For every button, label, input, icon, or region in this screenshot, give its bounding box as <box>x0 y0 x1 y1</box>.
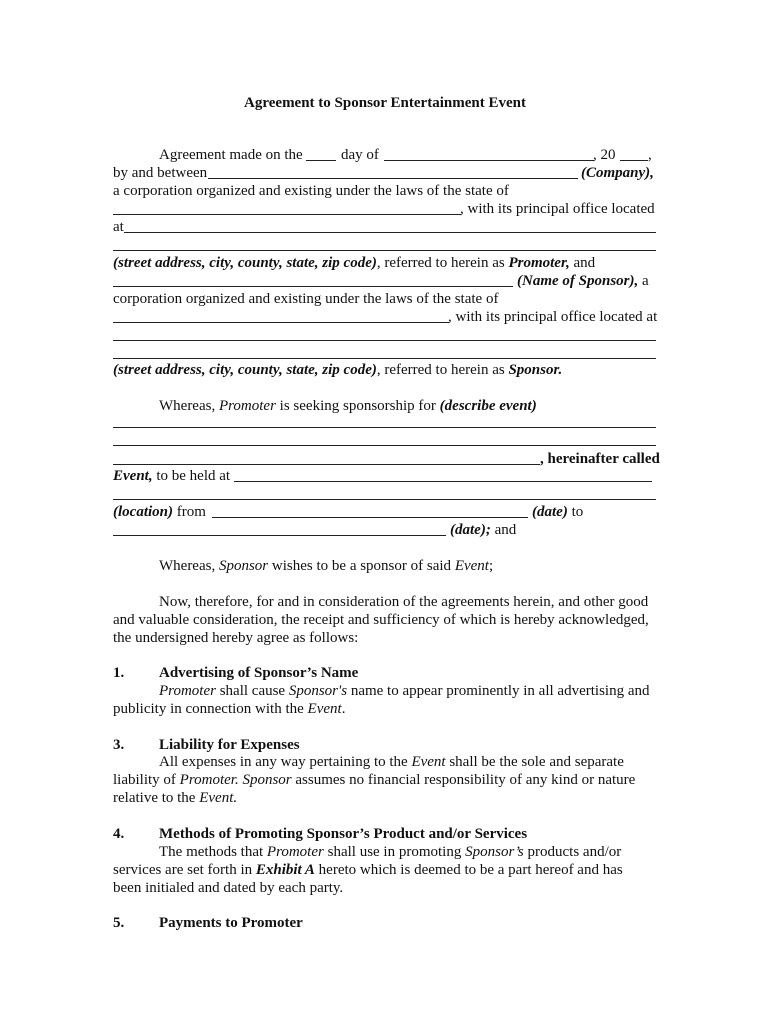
s4-exhibit: Exhibit A <box>255 862 315 878</box>
location-label: (location) <box>113 504 173 520</box>
now-therefore-line-3: the undersigned hereby agree as follows: <box>113 630 359 646</box>
s3-sponsor: Sponsor <box>242 772 292 788</box>
whereas-text-2: Whereas, <box>159 558 216 574</box>
section-5-heading: Payments to Promoter <box>159 915 303 931</box>
section-3-line-1 <box>159 753 624 771</box>
promoter-italic: Promoter <box>218 398 276 414</box>
section-4-line-1 <box>159 843 621 861</box>
s3-t5: relative to the <box>113 790 196 806</box>
by-and-between-text: by and between <box>113 165 208 181</box>
describe-event-label: (describe event) <box>439 398 537 414</box>
state-blank-1[interactable] <box>113 214 461 215</box>
year-prefix-text: , 20 <box>593 147 616 163</box>
a-text: a <box>642 273 649 289</box>
corp-organized-text-2: corporation organized and existing under the laws of the state of <box>113 291 499 307</box>
promoter-address-line <box>113 254 595 272</box>
address-blank-2b[interactable] <box>113 358 656 359</box>
s4-t1: The methods that <box>159 844 264 860</box>
s4-t3: products and/or <box>527 844 622 860</box>
section-1-heading: Advertising of Sponsor’s Name <box>159 665 359 681</box>
s3-promoter: Promoter. <box>179 772 239 788</box>
sponsor-italic: Sponsor <box>218 558 269 574</box>
referred-sponsor-text: , referred to herein as <box>376 362 505 378</box>
name-of-sponsor-label: (Name of Sponsor), <box>517 273 639 289</box>
address-blank-1b[interactable] <box>113 250 656 251</box>
principal-office-text-2: , with its principal office located at <box>448 309 658 325</box>
semicolon: ; <box>488 558 494 574</box>
wishes-text: wishes to be a sponsor of said <box>271 558 452 574</box>
from-text: from <box>176 504 206 520</box>
now-therefore-line-2: and valuable consideration, the receipt and sufficiency of which is hereby acknowledged, <box>113 612 649 628</box>
corp-organized-text-1: a corporation organized and existing under the laws of the state of <box>113 183 509 199</box>
held-at-line <box>113 467 230 485</box>
s3-t2: shall be the sole and separate <box>449 754 624 770</box>
company-blank[interactable] <box>208 178 578 179</box>
year-blank[interactable] <box>620 160 648 161</box>
whereas-sponsor-line <box>159 557 493 575</box>
whereas-promoter-line <box>159 397 537 415</box>
s3-event-2: Event. <box>199 790 238 806</box>
section-5-number: 5. <box>113 915 125 931</box>
event-blank-2[interactable] <box>113 445 656 446</box>
address-label-2: (street address, city, county, state, zip code) <box>113 362 377 378</box>
date-label-2: (date); <box>450 522 491 538</box>
from-date-blank[interactable] <box>212 517 528 518</box>
s4-t4: services are set forth in <box>113 862 253 878</box>
s4-t5: hereto which is deemed to be a part hereof and has <box>318 862 623 878</box>
hereinafter-comma: , hereinafter called <box>540 451 660 467</box>
s1-event: Event <box>307 701 342 717</box>
day-blank[interactable] <box>306 160 336 161</box>
to-date-blank[interactable] <box>113 535 446 536</box>
section-1-line-1 <box>159 682 650 700</box>
section-4-number: 4. <box>113 826 125 842</box>
sponsor-address-line <box>113 361 562 379</box>
address-blank-2a[interactable] <box>113 340 656 341</box>
date-and-line <box>450 521 516 539</box>
seeking-text: is seeking sponsorship for <box>279 398 436 414</box>
section-3-line-3 <box>113 789 237 807</box>
section-4-line-2 <box>113 861 623 879</box>
month-blank[interactable] <box>384 160 594 161</box>
sponsor-label: Sponsor. <box>508 362 563 378</box>
event-label: Event, <box>113 468 153 484</box>
section-1-line-2 <box>113 700 345 718</box>
s1-t3: publicity in connection with the <box>113 701 304 717</box>
s4-t2: shall use in promoting <box>327 844 462 860</box>
document-title: Agreement to Sponsor Entertainment Event <box>244 95 526 111</box>
year-comma: , <box>648 147 652 163</box>
location-from-line <box>113 503 206 521</box>
address-blank-1a[interactable] <box>124 232 656 233</box>
section-3-line-2 <box>113 771 635 789</box>
sponsor-name-blank[interactable] <box>113 286 513 287</box>
s3-event: Event <box>411 754 446 770</box>
held-at-text: to be held at <box>156 468 231 484</box>
s3-t4: assumes no financial responsibility of any kind or nature <box>295 772 636 788</box>
promoter-label: Promoter, <box>508 255 570 271</box>
day-of-text: day of <box>341 147 379 163</box>
location-blank-1[interactable] <box>234 481 652 482</box>
at-text: at <box>113 219 124 235</box>
s3-t1: All expenses in any way pertaining to the <box>159 754 408 770</box>
event-italic: Event <box>454 558 489 574</box>
hereinafter-line <box>540 450 660 468</box>
s4-sponsors: Sponsor’s <box>465 844 524 860</box>
now-therefore-line-1: Now, therefore, for and in consideration of the agreements herein, and other good <box>159 594 649 610</box>
state-blank-2[interactable] <box>113 322 449 323</box>
referred-promoter-text: , referred to herein as <box>376 255 505 271</box>
s1-sponsors: Sponsor's <box>288 683 348 699</box>
section-1-number: 1. <box>113 665 125 681</box>
made-on-text: Agreement made on the <box>159 147 303 163</box>
date-label-1: (date) <box>532 504 568 520</box>
s4-promoter: Promoter <box>266 844 324 860</box>
s3-t3: liability of <box>113 772 176 788</box>
principal-office-text-1: , with its principal office located <box>460 201 655 217</box>
section-3-heading: Liability for Expenses <box>159 737 300 753</box>
s1-t4: . <box>341 701 346 717</box>
location-blank-2[interactable] <box>113 499 656 500</box>
and-text-2: and <box>494 522 517 538</box>
address-label-1: (street address, city, county, state, zip code) <box>113 255 377 271</box>
section-4-line-3: been initialed and dated by each party. <box>113 880 344 896</box>
and-text: and <box>573 255 596 271</box>
s1-t2: name to appear prominently in all advertising and <box>350 683 650 699</box>
to-text: to <box>571 504 584 520</box>
event-blank-1[interactable] <box>113 427 656 428</box>
company-label: (Company), <box>581 165 654 181</box>
section-4-heading: Methods of Promoting Sponsor’s Product and/or Services <box>159 826 528 842</box>
section-3-number: 3. <box>113 737 125 753</box>
s1-t1: shall cause <box>219 683 286 699</box>
s1-promoter: Promoter <box>159 683 216 699</box>
whereas-text-1: Whereas, <box>159 398 216 414</box>
event-blank-3[interactable] <box>113 464 540 465</box>
date-to-line <box>532 503 583 521</box>
